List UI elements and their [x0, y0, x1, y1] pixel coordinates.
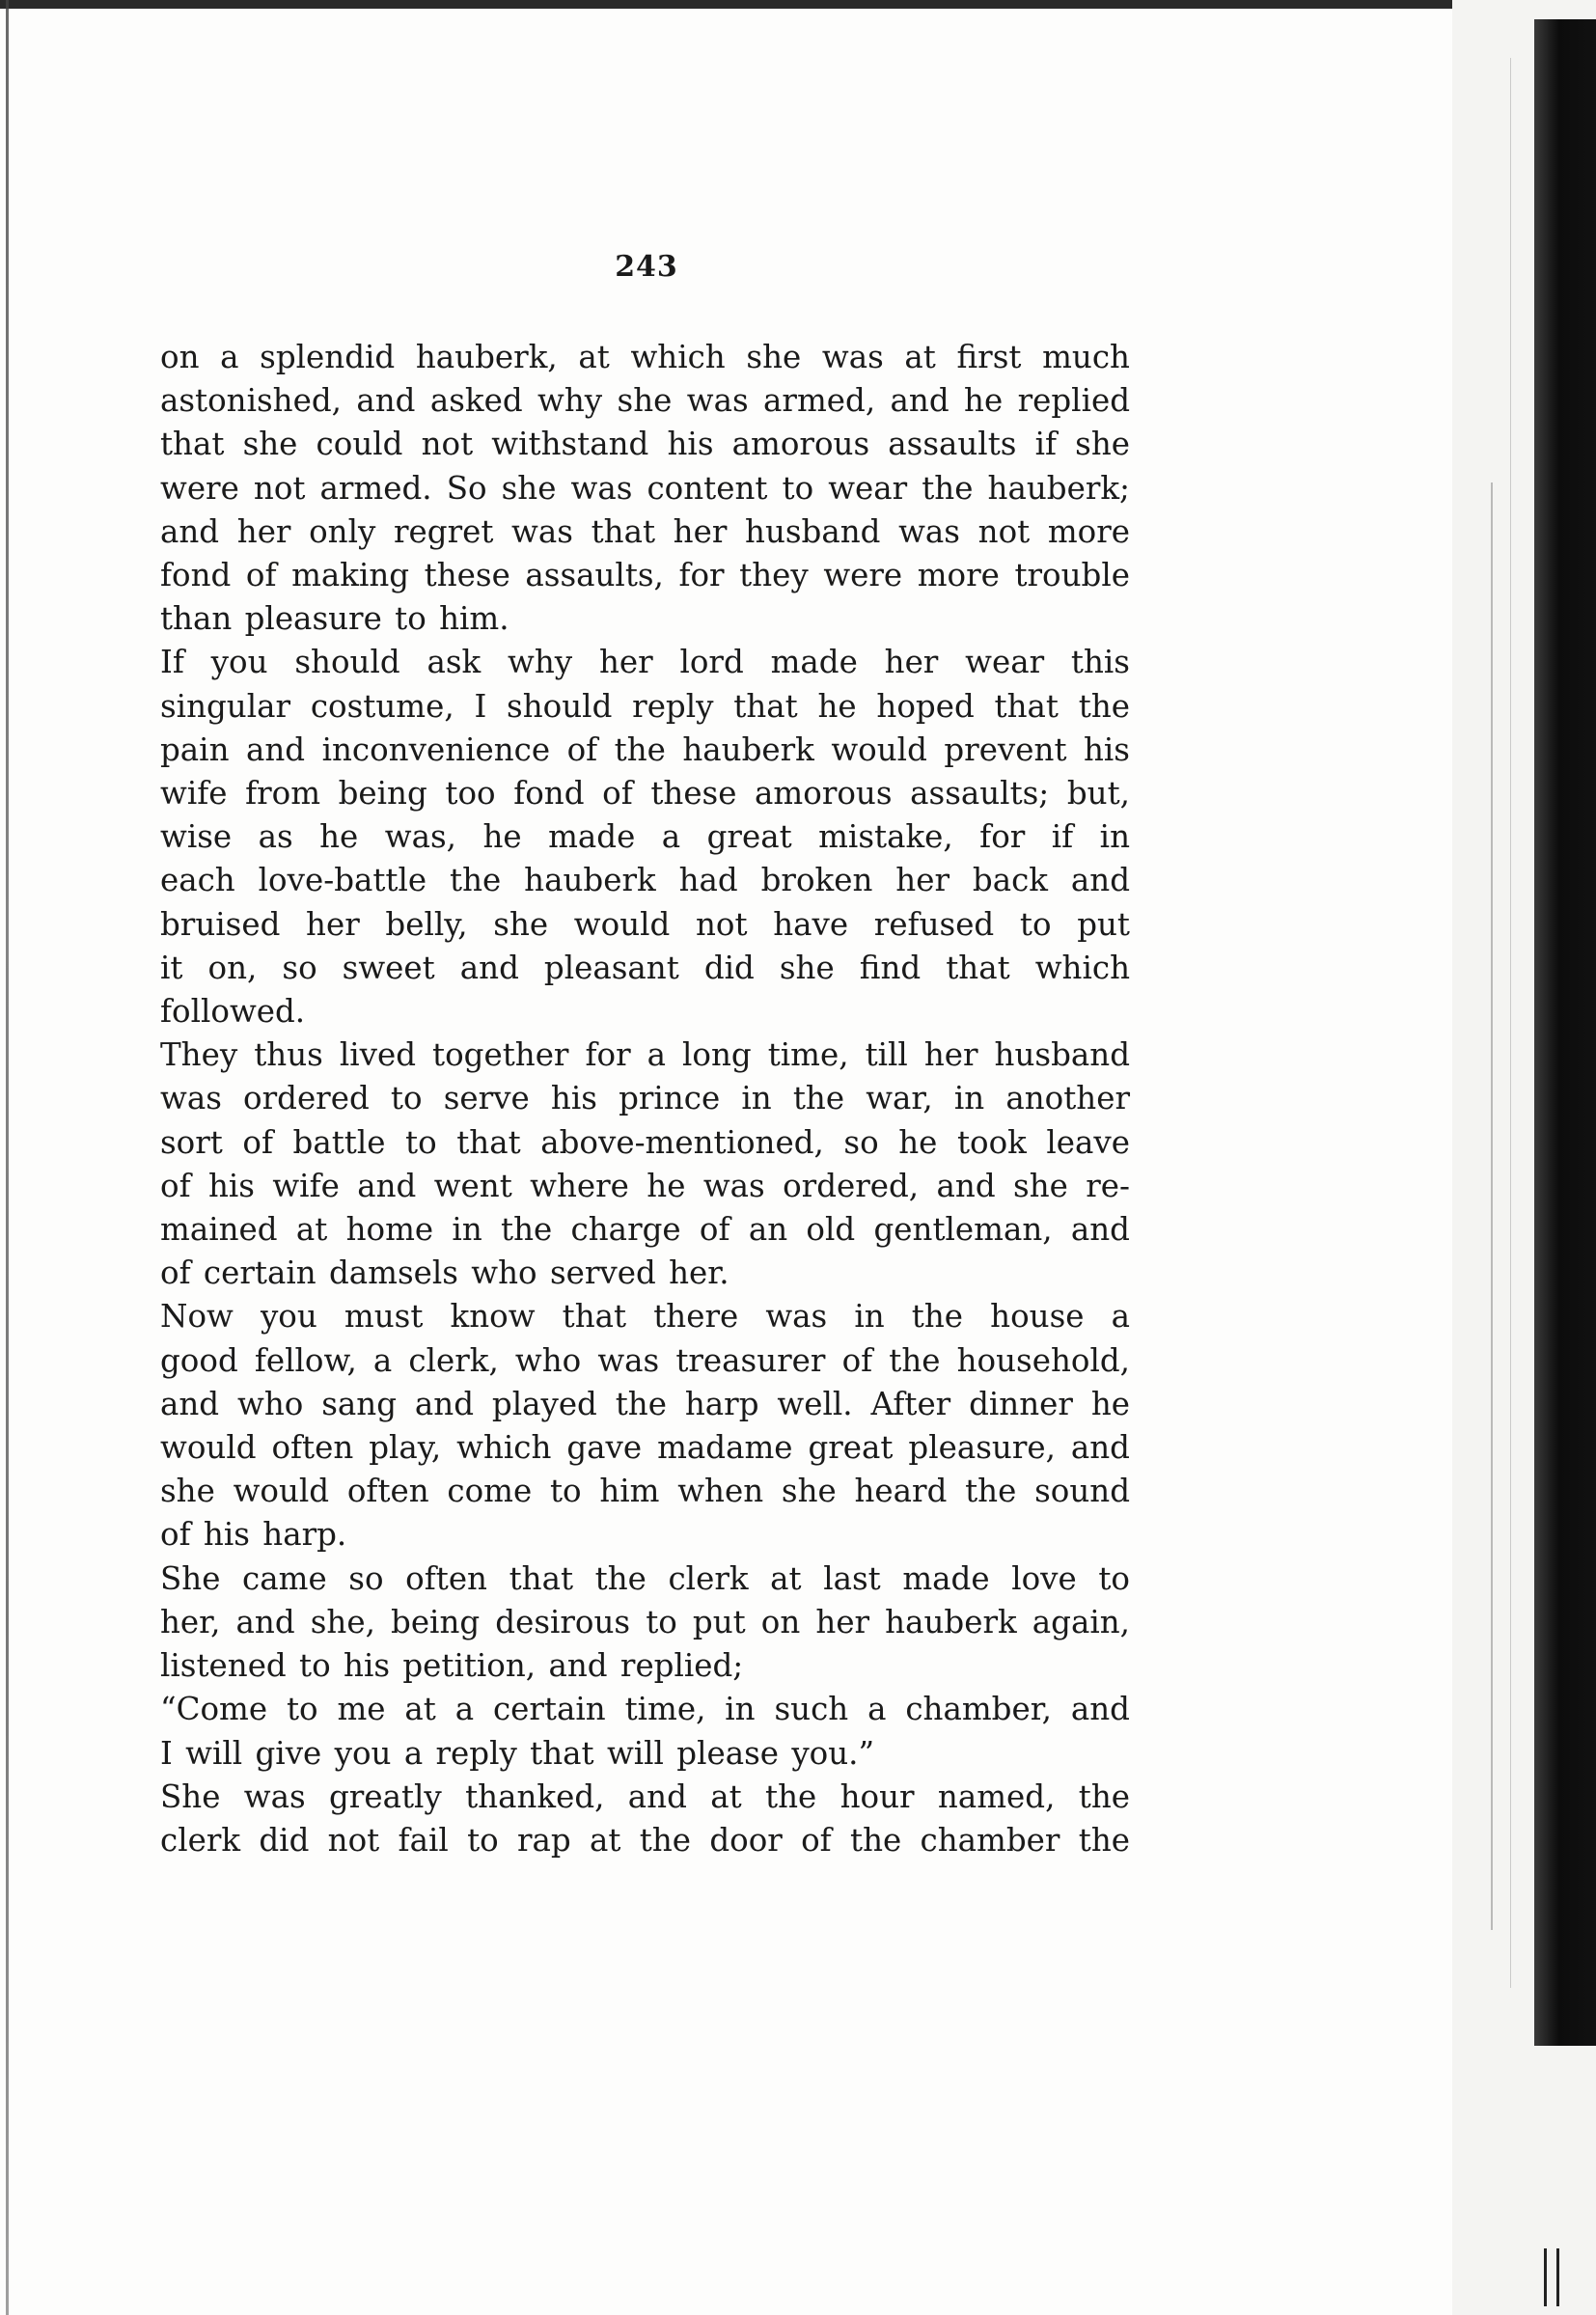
text-line: and her only regret was that her husband was not more [160, 512, 1130, 550]
text-line: of certain damsels who served her. [160, 1254, 729, 1292]
text-line: They thus lived together for a long time, till her husband [160, 1036, 1130, 1074]
text-line: mained at home in the charge of an old gentleman, and [160, 1211, 1130, 1249]
text-line: would often play, which gave madame great pleasure, and [160, 1429, 1130, 1467]
text-line: of his harp. [160, 1516, 347, 1554]
text-line: wife from being too fond of these amorous assaults; but, [160, 775, 1130, 813]
text-line: wise as he was, he made a great mistake, for if in [160, 818, 1130, 856]
text-line: of his wife and went where he was ordered, and she re- [160, 1167, 1130, 1204]
text-line: that she could not withstand his amorous assaults if she [160, 426, 1130, 463]
text-line: pain and inconvenience of the hauberk would prevent his [160, 730, 1130, 768]
text-line: she would often come to him when she heard the sound [160, 1473, 1130, 1510]
text-line: If you should ask why her lord made her wear this [160, 644, 1130, 681]
binding-shadow-line [1491, 482, 1493, 1930]
binding-shadow-line-2 [1510, 58, 1511, 1988]
text-line: bruised her belly, she would not have refused to put [160, 905, 1130, 943]
text-line: “Come to me at a certain time, in such a chamber, and [160, 1691, 1130, 1728]
text-line: listened to his petition, and replied; [160, 1647, 744, 1685]
bottom-gutter-marks [1544, 2248, 1559, 2306]
text-line: singular costume, I should reply that he hoped that the [160, 687, 1130, 725]
text-line: followed. [160, 993, 306, 1031]
top-border-rule [0, 0, 1452, 9]
page-number: 243 [615, 250, 678, 284]
text-line: fond of making these assaults, for they were more trouble [160, 557, 1130, 594]
text-line: on a splendid hauberk, at which she was at first much [160, 339, 1130, 375]
text-line: it on, so sweet and pleasant did she find that which [160, 949, 1130, 986]
text-line: I will give you a reply that will please you.” [160, 1734, 875, 1772]
text-line: Now you must know that there was in the house a [160, 1298, 1130, 1336]
text-line: and who sang and played the harp well. After dinner he [160, 1385, 1130, 1422]
text-line: good fellow, a clerk, who was treasurer of the household, [160, 1341, 1130, 1379]
binding-gutter-shadow [1534, 19, 1596, 2046]
text-line: She came so often that the clerk at last made love to [160, 1559, 1130, 1597]
text-line: were not armed. So she was content to wear the hauberk; [160, 469, 1130, 507]
body-text [160, 336, 1130, 1862]
text-line: her, and she, being desirous to put on her hauberk again, [160, 1603, 1130, 1640]
text-line: She was greatly thanked, and at the hour named, the [160, 1778, 1130, 1815]
text-line: each love-battle the hauberk had broken her back and [160, 862, 1130, 899]
text-line: astonished, and asked why she was armed, and he replied [160, 382, 1130, 420]
text-line: sort of battle to that above-mentioned, so he took leave [160, 1123, 1130, 1161]
text-line: was ordered to serve his prince in the war, in another [160, 1080, 1130, 1117]
text-line: clerk did not fail to rap at the door of the chamber the [160, 1821, 1130, 1859]
left-page-edge [6, 0, 9, 2315]
text-line: than pleasure to him. [160, 600, 509, 638]
